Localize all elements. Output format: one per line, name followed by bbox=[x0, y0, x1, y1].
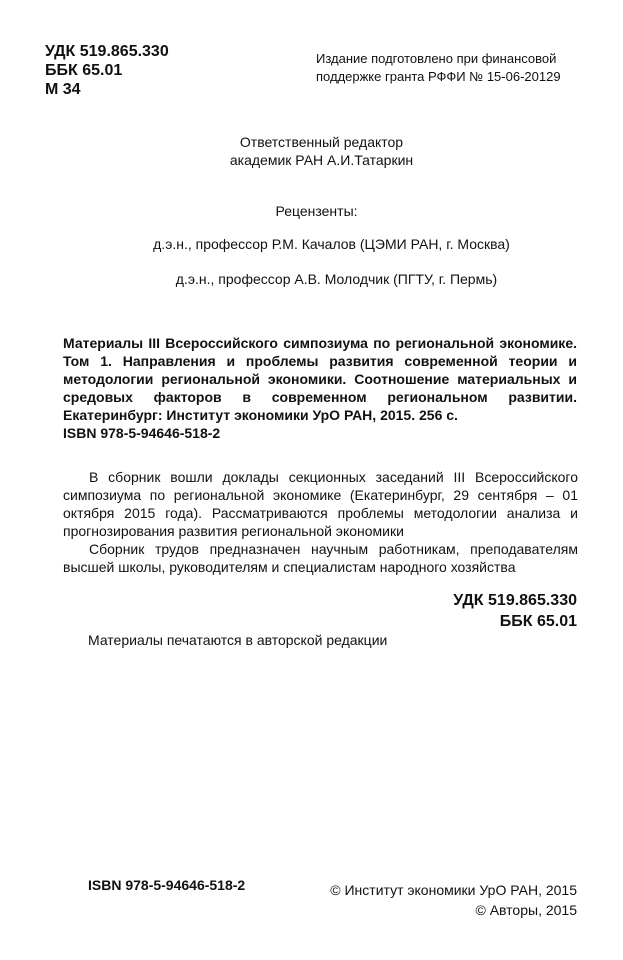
copyright-block bbox=[330, 880, 577, 920]
editor-block bbox=[0, 133, 623, 169]
editor-title: Ответственный редактор bbox=[239, 134, 404, 150]
reviewer-item: д.э.н., профессор Р.М. Качалов (ЦЭМИ РАН, г. Москва) bbox=[153, 236, 510, 252]
abstract-paragraph-1: В сборник вошли доклады секционных заседаний III Всероссийского симпозиума по региональной экономике (Екатеринбург, 29 сентября – 01 октября 2015 года). Рассматриваются проблемы методологии анализа и прогнозирования развития региональной экономики bbox=[63, 469, 578, 539]
author-mark: М 34 bbox=[45, 81, 81, 98]
author-edition-note: Материалы печатаются в авторской редакции bbox=[88, 632, 388, 648]
footer-isbn: ISBN 978-5-94646-518-2 bbox=[88, 877, 246, 893]
editor-name: академик РАН А.И.Татаркин bbox=[229, 152, 414, 168]
citation-isbn: ISBN 978-5-94646-518-2 bbox=[63, 425, 221, 441]
grant-note-line-2: поддержке гранта РФФИ № 15-06-20129 bbox=[316, 69, 561, 84]
udc-code: УДК 519.865.330 bbox=[45, 43, 169, 60]
copyright-authors: © Авторы, 2015 bbox=[475, 902, 577, 918]
reviewers-title: Рецензенты: bbox=[275, 203, 358, 219]
grant-note-line-1: Издание подготовлено при финансовой bbox=[316, 51, 557, 66]
grant-note bbox=[316, 50, 586, 86]
reviewer-item: д.э.н., профессор А.В. Молодчик (ПГТУ, г. Пермь) bbox=[175, 271, 498, 287]
copyright-institute: © Институт экономики УрО РАН, 2015 bbox=[330, 882, 577, 898]
bibliographic-citation bbox=[63, 334, 577, 442]
bbk-code-right: ББК 65.01 bbox=[499, 613, 577, 630]
abstract bbox=[63, 468, 578, 576]
abstract-paragraph-2: Сборник трудов предназначен научным работникам, преподавателям высшей школы, руководителям и специалистам народного хозяйства bbox=[63, 541, 578, 575]
udc-code-right: УДК 519.865.330 bbox=[453, 592, 577, 609]
bbk-code: ББК 65.01 bbox=[45, 62, 123, 79]
citation-text: Материалы III Всероссийского симпозиума по региональной экономике. Том 1. Направления и проблемы развития современной теории и методологии региональной экономики. Соотношение материальных и средовых факторов в современном региональном развитии. Екатеринбург: Институт экономики УрО РАН, 2015. 256 с. bbox=[63, 335, 577, 423]
classification-codes-right bbox=[453, 590, 577, 632]
classification-codes-top bbox=[45, 42, 169, 99]
